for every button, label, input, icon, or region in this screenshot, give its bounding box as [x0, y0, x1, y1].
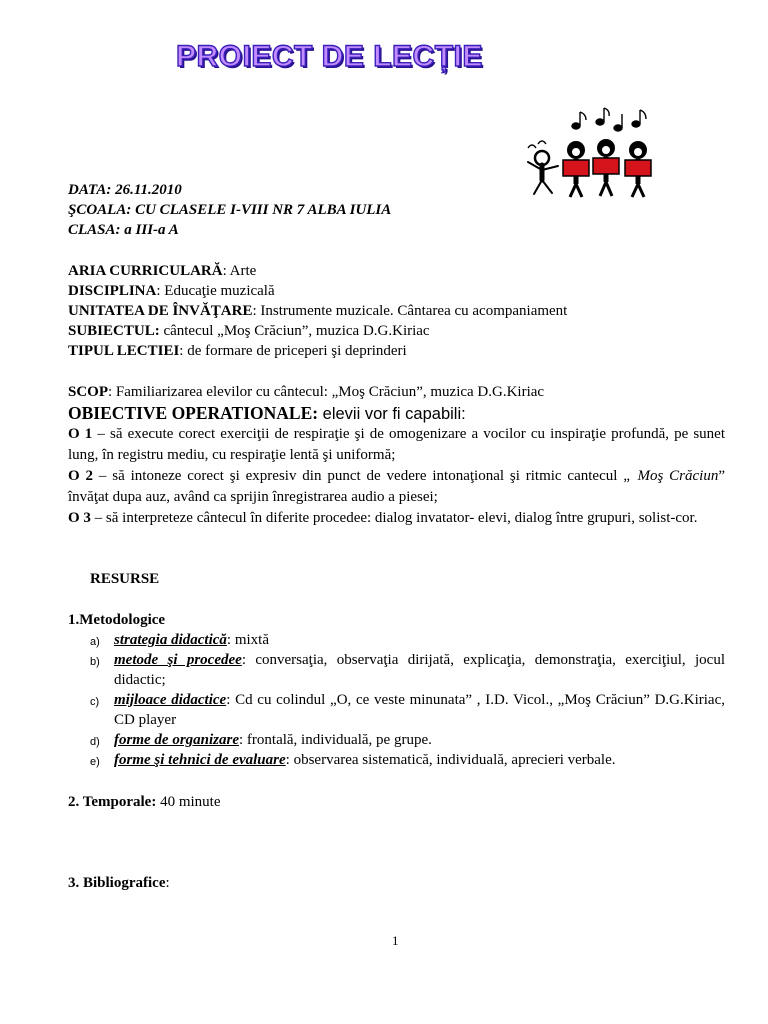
- temporale-value: 40 minute: [156, 794, 221, 810]
- disciplina-line: [68, 281, 275, 301]
- unitatea-label: UNITATEA DE ÎNVĂŢARE: [68, 303, 253, 319]
- metodologice-heading: 1.Metodologice: [68, 612, 166, 628]
- objective-o2-song: „ Moş Crăciun: [623, 468, 719, 484]
- scop-label: SCOP: [68, 384, 109, 400]
- bibliografice-value: :: [165, 875, 170, 891]
- aria-line: [68, 261, 256, 281]
- objective-o3: [68, 508, 725, 529]
- temporale-line: [68, 792, 221, 812]
- unitatea-value: : Instrumente muzicale. Cântarea cu acompaniament: [252, 303, 568, 319]
- bibliografice-line: [68, 873, 170, 893]
- disciplina-label: DISCIPLINA: [68, 283, 157, 299]
- tipul-value: : de formare de priceperi şi deprinderi: [179, 343, 407, 359]
- list-item-label: mijloace didactice: [114, 692, 227, 708]
- scop-value: : Familiarizarea elevilor cu cântecul: „Moş Crăciun”, muzica D.G.Kiriac: [108, 384, 545, 400]
- list-item-label: forme de organizare: [114, 732, 239, 748]
- list-marker: c): [90, 696, 100, 708]
- list-item-text: : conversaţia, observaţia dirijată, explicaţia, demonstraţia, exerciţiul, jocul didactic;: [114, 652, 726, 688]
- tipul-label: TIPUL LECTIEI: [68, 343, 180, 359]
- bibliografice-label: 3. Bibliografice: [68, 875, 166, 891]
- list-item-label: metode şi procedee: [114, 652, 242, 668]
- list-item-text: : frontală, individuală, pe grupe.: [239, 732, 432, 748]
- objectives-heading: [68, 403, 466, 424]
- temporale-label: 2. Temporale:: [68, 794, 157, 810]
- list-item: [90, 630, 725, 650]
- objective-o1: [68, 424, 725, 466]
- list-marker: e): [90, 756, 100, 768]
- tipul-line: [68, 341, 407, 361]
- objective-o2-text2: ” învăţat dupa auz, având ca sprijin înregistrarea audio a piesei;: [68, 468, 726, 505]
- list-item: [90, 650, 725, 690]
- list-marker: a): [90, 636, 100, 648]
- list-item-text: : observarea sistematică, individuală, aprecieri verbale.: [285, 752, 616, 768]
- objective-o3-label: O 3: [68, 510, 91, 526]
- objective-o3-text: – să interpreteze cântecul în diferite procedee: dialog invatator- elevi, dialog între grupuri, solist-cor.: [90, 510, 698, 526]
- subiectul-label: SUBIECTUL:: [68, 323, 160, 339]
- scop-line: [68, 382, 544, 402]
- disciplina-value: : Educaţie muzicală: [156, 283, 275, 299]
- objectives-heading-label: OBIECTIVE OPERATIONALE:: [68, 403, 319, 423]
- objective-o1-label: O 1: [68, 426, 93, 442]
- list-item: [90, 750, 725, 770]
- page-title: PROIECT DE LECȚIE: [176, 40, 483, 73]
- subiectul-value: cântecul „Moş Crăciun”, muzica D.G.Kiriac: [159, 323, 430, 339]
- class-line: CLASA: a III-a A: [68, 222, 179, 238]
- school-line: ŞCOALA: CU CLASELE I-VIII NR 7 ALBA IULIA: [68, 202, 392, 218]
- list-item-text: : Cd cu colindul „O, ce veste minunata” , I.D. Vicol., „Moş Crăciun” D.G.Kiriac, CD player: [114, 692, 725, 728]
- list-item: [90, 730, 725, 750]
- list-marker: d): [90, 736, 100, 748]
- objective-o1-text: – să execute corect exerciţii de respiraţie şi de omogenizare a vocilor cu inspiraţie profundă, pe sunet lung, în registru mediu, cu respiraţie lentă şi uniformă;: [68, 426, 725, 463]
- singing-choir-icon: [514, 100, 674, 200]
- aria-value: : Arte: [222, 263, 257, 279]
- list-item-label: strategia didactică: [114, 632, 227, 648]
- objective-o2-text: – să intoneze corect şi expresiv din punct de vedere intonaţional şi ritmic cantecul: [93, 468, 624, 484]
- aria-label: ARIA CURRICULARĂ: [68, 263, 223, 279]
- objectives-heading-rest: elevii vor fi capabili:: [318, 405, 466, 423]
- resurse-heading: RESURSE: [90, 571, 160, 587]
- subiectul-line: [68, 321, 430, 341]
- list-item-text: : mixtă: [226, 632, 269, 648]
- list-marker: b): [90, 656, 100, 668]
- list-item-label: forme şi tehnici de evaluare: [114, 752, 286, 768]
- objective-o2-label: O 2: [68, 468, 94, 484]
- objective-o2: [68, 466, 725, 508]
- unitatea-line: [68, 301, 567, 321]
- page-number: 1: [392, 933, 399, 948]
- list-item: [90, 690, 725, 730]
- date-line: DATA: 26.11.2010: [68, 182, 182, 198]
